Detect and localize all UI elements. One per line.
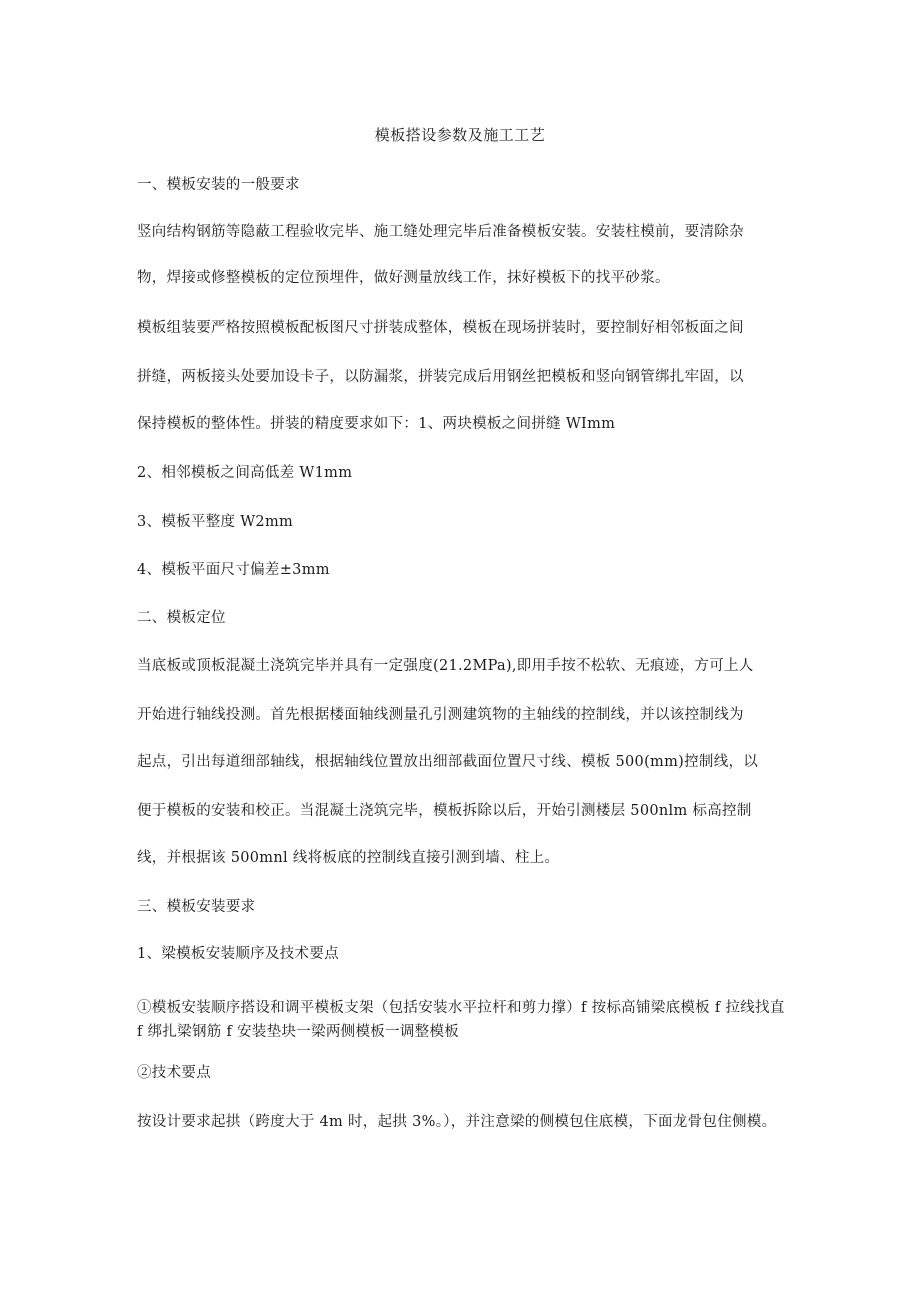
paragraph-line: 模板组装要严格按照模板配板图尺寸拼装成整体，模板在现场拼装时，要控制好相邻板面之间: [137, 320, 744, 336]
section-heading-3: 三、模板安装要求: [137, 899, 256, 915]
document-title: 模板搭设参数及施工工艺: [374, 126, 546, 144]
paragraph-line: 线，并根据该 500mnl 线将板底的控制线直接引测到墙、柱上。: [137, 850, 560, 866]
paragraph-line: 竖向结构钢筋等隐蔽工程验收完毕、施工缝处理完毕后准备模板安装。安装柱模前，要清除杂: [137, 224, 744, 240]
paragraph-line: 物，焊接或修整模板的定位预埋件，做好测量放线工作，抹好模板下的找平砂浆。: [137, 270, 670, 286]
paragraph-line: 开始进行轴线投测。首先根据楼面轴线测量孔引测建筑物的主轴线的控制线，并以该控制线为: [137, 707, 744, 723]
paragraph-line: 便于模板的安装和校正。当混凝土浇筑完毕，模板拆除以后，开始引测楼层 500nlm 标高控制: [137, 803, 752, 819]
paragraph-line: 拼缝，两板接头处要加设卡子，以防漏浆，拼装完成后用钢丝把模板和竖向钢管绑扎牢固，以: [137, 369, 744, 385]
paragraph-line: 保持模板的整体性。拼装的精度要求如下：1、两块模板之间拼缝 WImm: [137, 416, 616, 432]
list-item: 4、模板平面尺寸偏差±3mm: [137, 562, 330, 578]
section-heading-1: 一、模板安装的一般要求: [137, 177, 300, 193]
paragraph-line: 按设计要求起拱（跨度大于 4m 时，起拱 3%。），并注意梁的侧模包住底模，下面龙骨包住侧模。: [137, 1114, 777, 1130]
point-heading: ②技术要点: [137, 1065, 211, 1081]
section-heading-2: 二、模板定位: [137, 610, 226, 626]
procedure-block: ①模板安装顺序搭设和调平模板支架（包括安装水平拉杆和剪力撑）f 按标高铺梁底模板 f 拉线找直 f 绑扎梁钢筋 f 安装垫块一梁两侧模板一调整模板: [137, 1000, 785, 1040]
list-item: 2、相邻模板之间高低差 W1mm: [137, 465, 353, 481]
paragraph-line: 当底板或顶板混凝土浇筑完毕并具有一定强度(21.2MPa),即用手按不松软、无痕迹，方可上人: [137, 658, 754, 674]
subsection-heading: 1、梁模板安装顺序及技术要点: [137, 946, 339, 962]
paragraph-line: 起点，引出每道细部轴线，根据轴线位置放出细部截面位置尺寸线、模板 500(mm)控制线，以: [137, 754, 759, 770]
list-item: 3、模板平整度 W2mm: [137, 514, 294, 530]
